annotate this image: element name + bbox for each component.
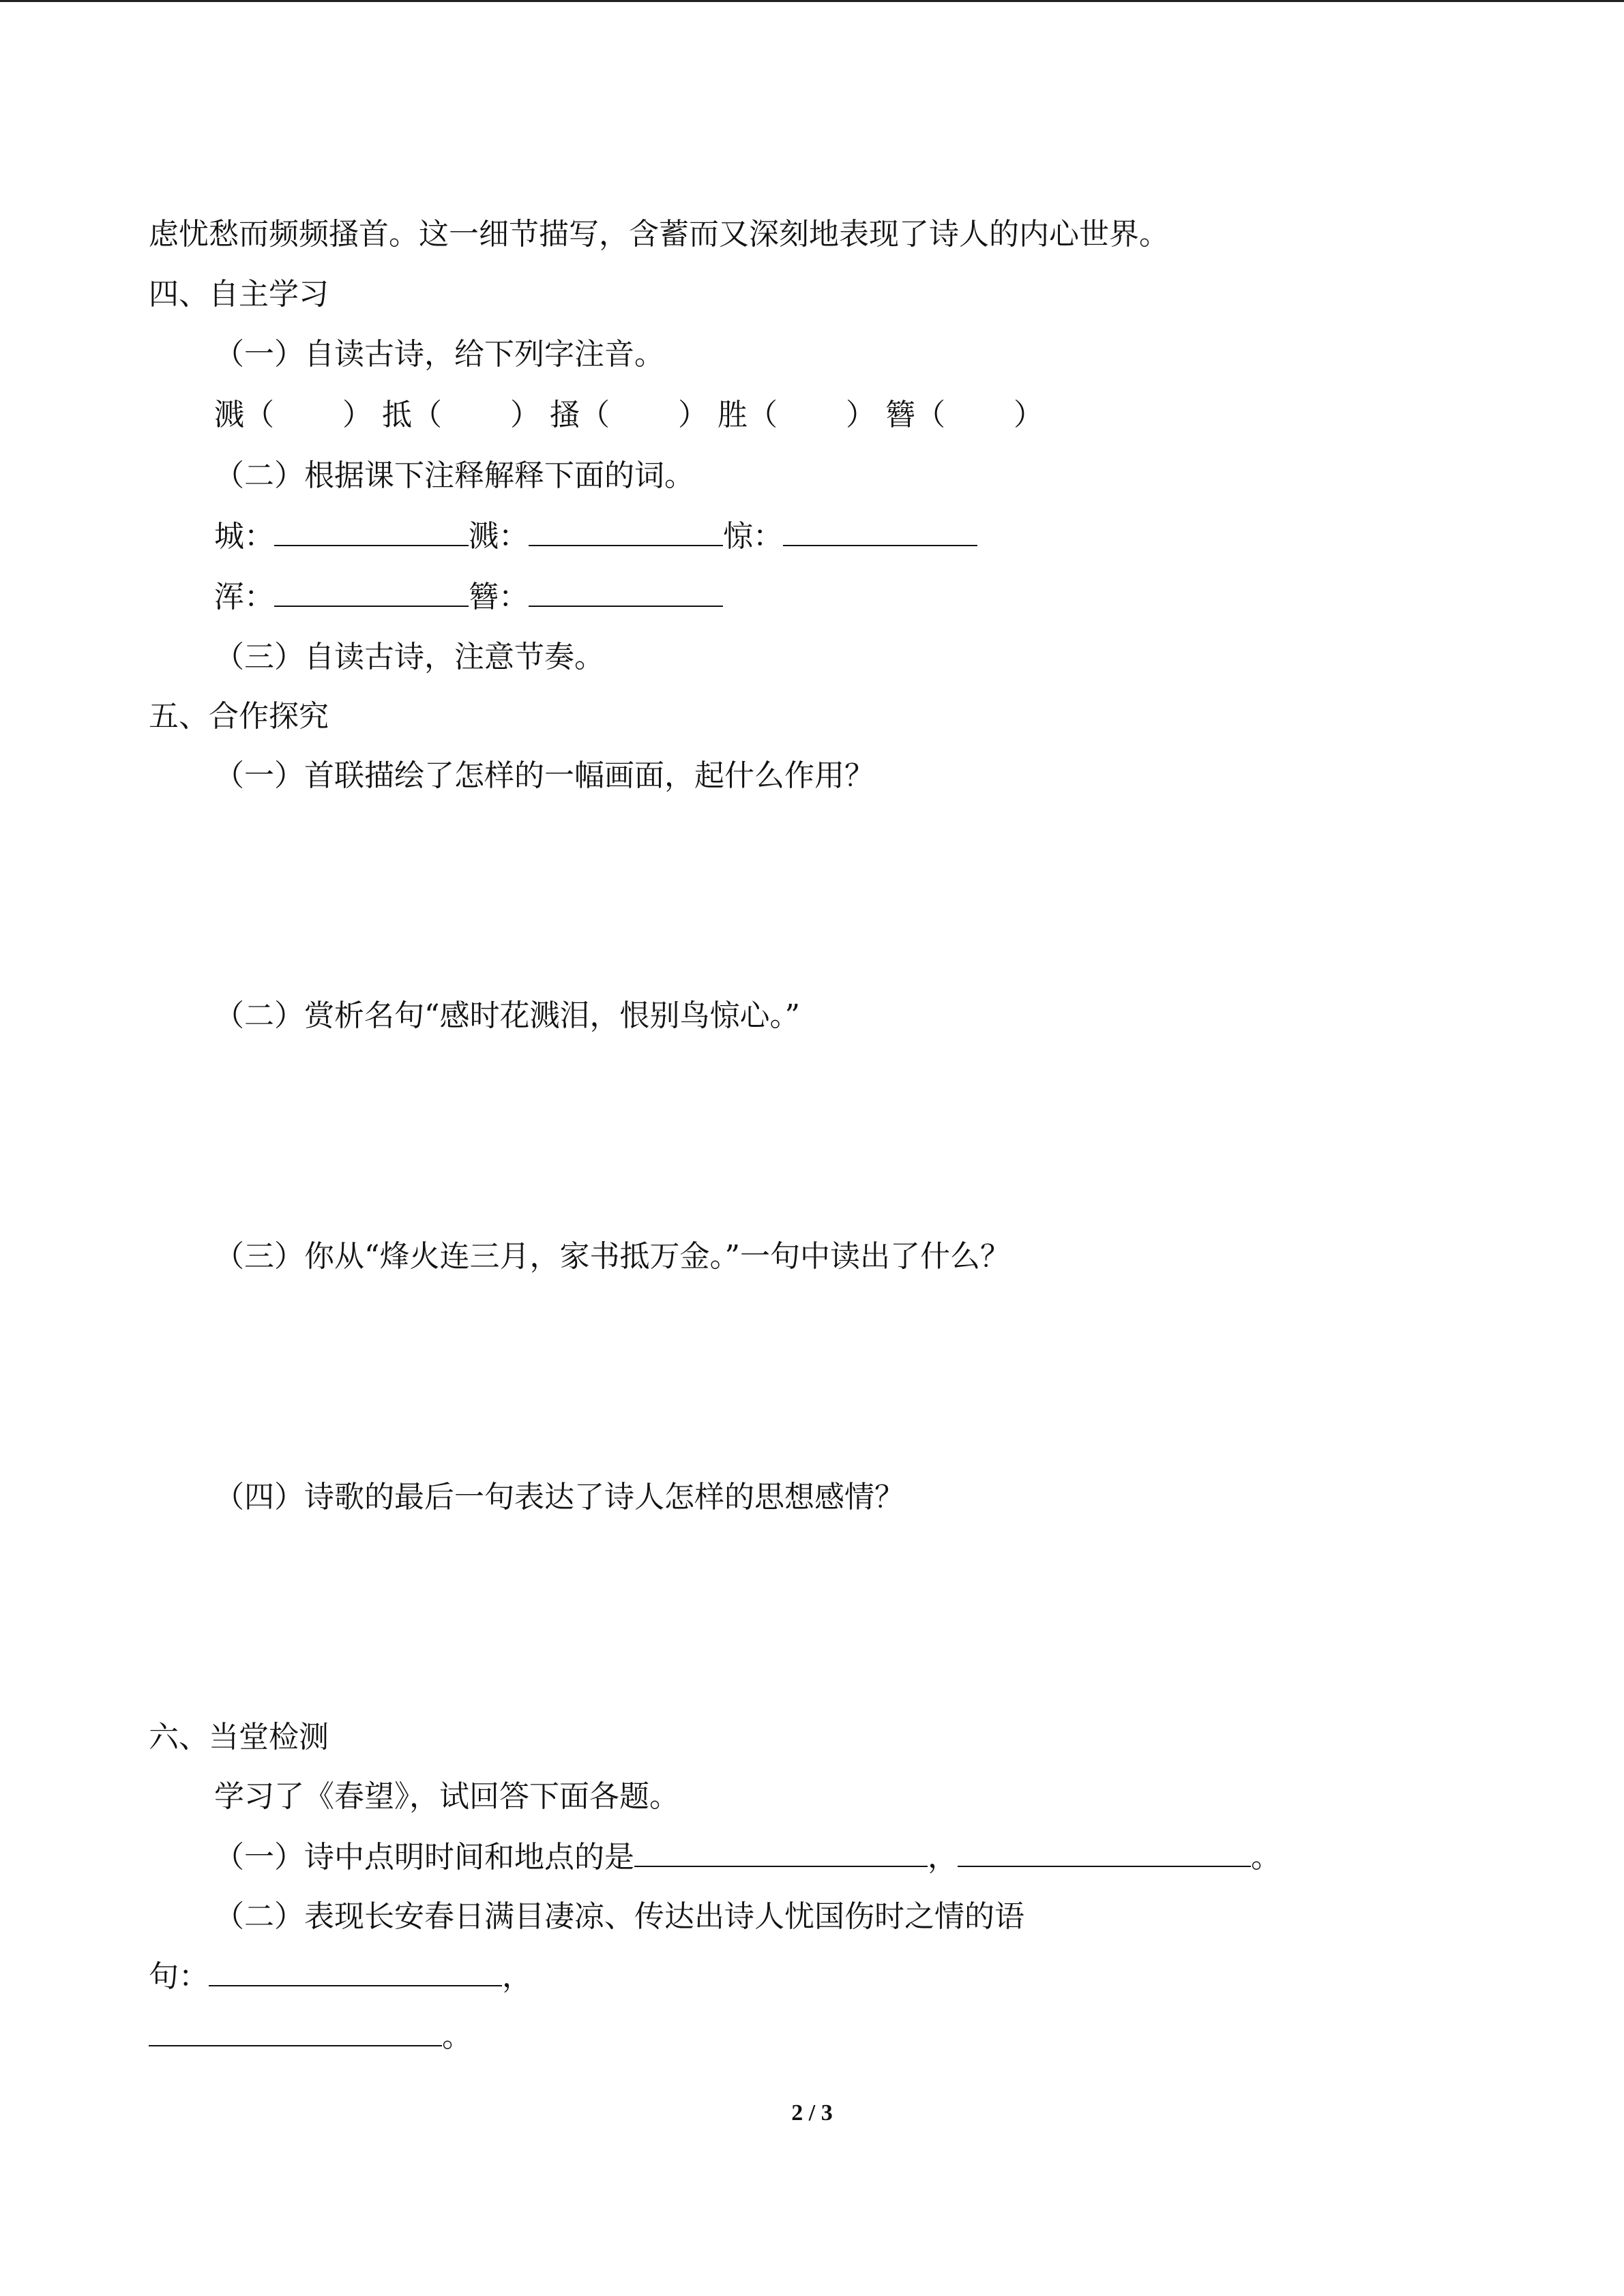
- question-6-2-last-blank: 。: [149, 2018, 472, 2056]
- test-intro: 学习了《春望》，试回答下面各题。: [214, 1779, 679, 1814]
- pinyin-row: 溅（ ） 抵（ ） 搔（ ） 胜（ ） 簪（ ）: [214, 398, 1044, 432]
- answer-blank[interactable]: [958, 1838, 1251, 1867]
- answer-blank[interactable]: [209, 1958, 502, 1986]
- answer-blank[interactable]: [783, 518, 977, 546]
- answer-blank[interactable]: [529, 578, 723, 607]
- question-6-1: （一）诗中点明时间和地点的是 ， 。: [214, 1840, 1281, 1875]
- pinyin-char: 搔: [550, 398, 580, 432]
- paragraph-continuation: 虑忧愁而频频搔首。这一细节描写，含蓄而又深刻地表现了诗人的内心世界。: [149, 217, 1169, 252]
- section-heading-6: 六、当堂检测: [149, 1720, 329, 1755]
- answer-blank[interactable]: [529, 518, 723, 546]
- word-label: 浑：: [214, 580, 274, 614]
- question-4-1: （一）自读古诗，给下列字注音。: [214, 337, 664, 372]
- word-label: 惊：: [723, 519, 783, 554]
- question-5-1: （一）首联描绘了怎样的一幅画面，起什么作用？: [214, 758, 874, 793]
- question-4-2: （二）根据课下注释解释下面的词。: [214, 458, 694, 493]
- question-6-2-continued: 句： ，: [149, 1959, 532, 1994]
- page-number: 2 / 3: [791, 2100, 833, 2126]
- question-6-2: （二）表现长安春日满目凄凉、传达出诗人忧国伤时之情的语: [214, 1899, 1024, 1934]
- answer-blank[interactable]: [634, 1838, 928, 1867]
- question-4-3: （三）自读古诗，注意节奏。: [214, 640, 604, 674]
- answer-blank[interactable]: [274, 578, 469, 607]
- answer-blank[interactable]: [274, 518, 469, 546]
- word-row-2: [214, 578, 723, 616]
- pinyin-char: 簪: [885, 398, 915, 432]
- word-row-1: [214, 518, 977, 556]
- word-label: 溅：: [469, 519, 529, 554]
- question-5-4: （四）诗歌的最后一句表达了诗人怎样的思想感情？: [214, 1480, 904, 1515]
- pinyin-char: 胜: [718, 398, 748, 432]
- question-5-2: （二）赏析名句“感时花溅泪，恨别鸟惊心。”: [214, 998, 800, 1033]
- section-heading-5: 五、合作探究: [149, 699, 329, 734]
- pinyin-char: 抵: [382, 398, 412, 432]
- word-label: 簪：: [469, 580, 529, 614]
- word-label: 城：: [214, 519, 274, 554]
- answer-blank[interactable]: [149, 2018, 442, 2046]
- page-top-border: [0, 0, 1624, 2]
- section-heading-4: 四、自主学习: [149, 277, 329, 312]
- question-5-3: （三）你从“烽火连三月，家书抵万金。”一句中读出了什么？: [214, 1239, 1010, 1274]
- pinyin-char: 溅: [214, 398, 244, 432]
